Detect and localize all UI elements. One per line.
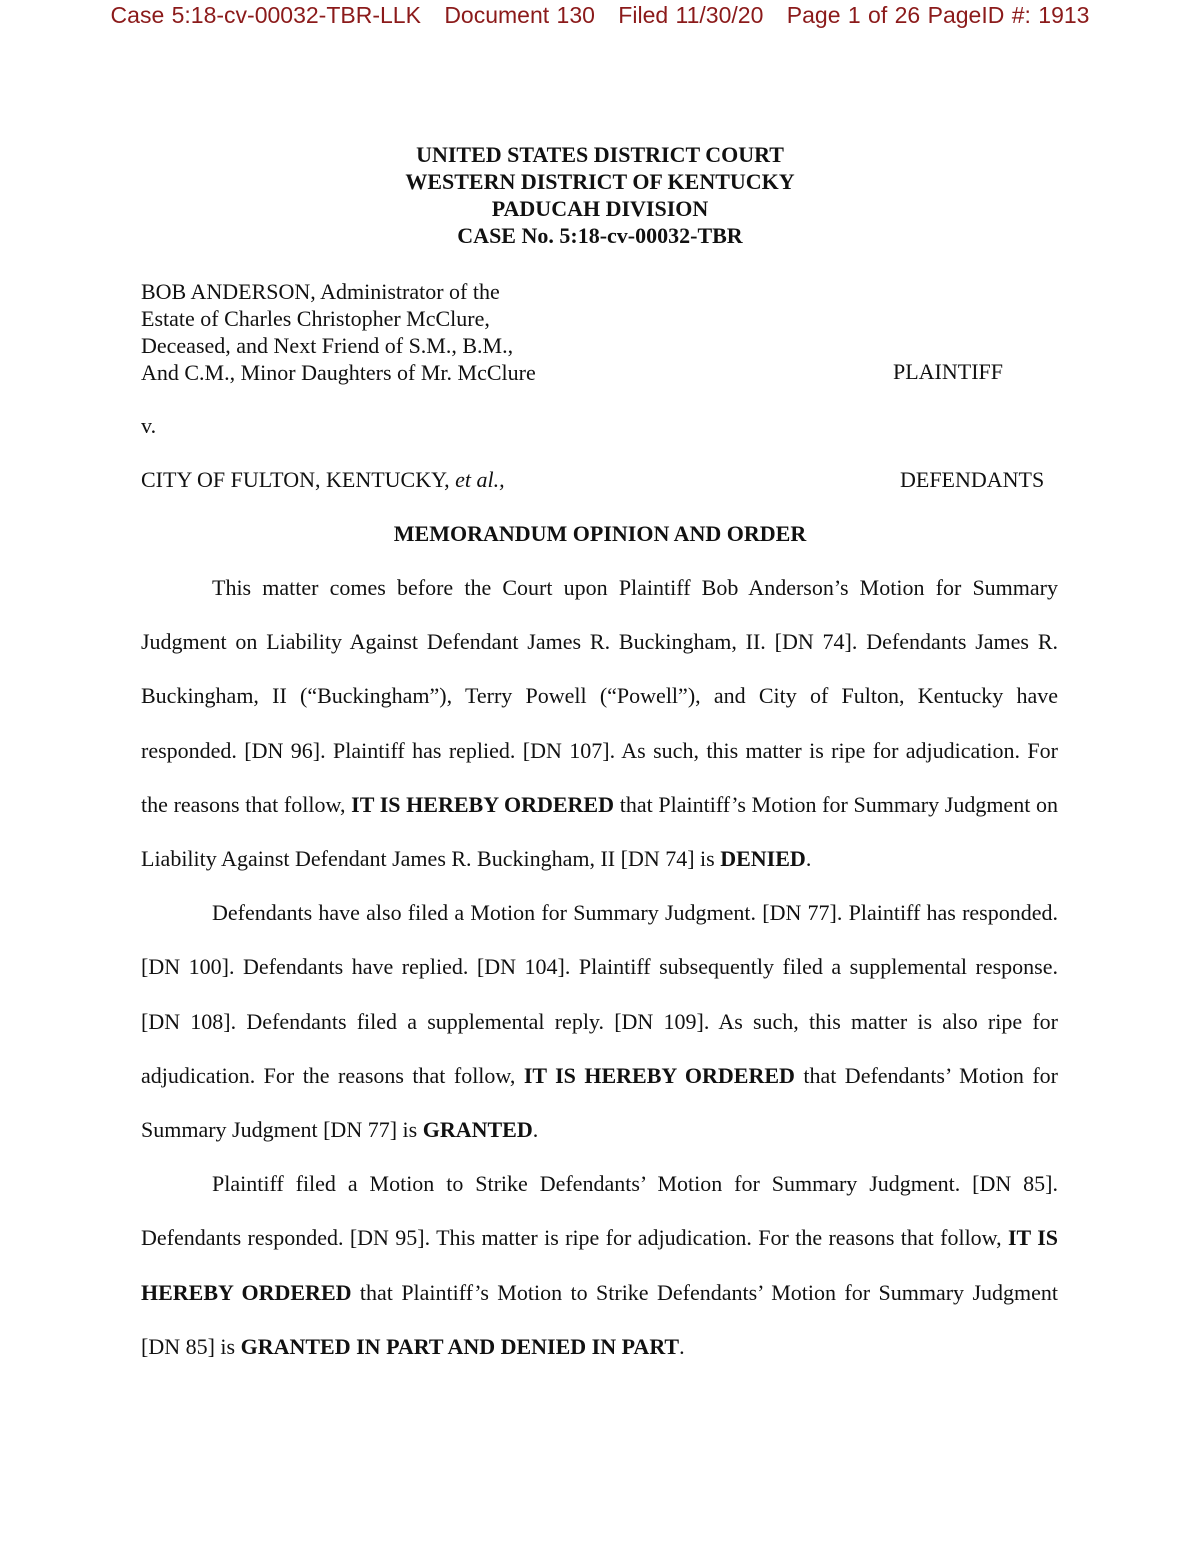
plaintiff-caption — [141, 278, 536, 386]
filed-date-stamp: Filed 11/30/20 — [618, 2, 764, 28]
defendants-label: DEFENDANTS — [900, 467, 1045, 492]
plaintiff-line: Deceased, and Next Friend of S.M., B.M., — [141, 333, 514, 358]
defendant-name: CITY OF FULTON, KENTUCKY, — [141, 467, 450, 492]
plaintiff-line: And C.M., Minor Daughters of Mr. McClure — [141, 360, 536, 385]
page-id-stamp: Page 1 of 26 PageID #: 1913 — [786, 2, 1090, 28]
paragraph-end: . — [679, 1333, 685, 1359]
ruling: DENIED — [720, 846, 806, 872]
ruling: GRANTED IN PART AND DENIED IN PART — [240, 1333, 680, 1359]
paragraph-text: that Plaintiff’s Motion to Strike Defendants’ Motion for Summary Judgment [DN 85] is — [141, 1279, 1058, 1359]
paragraph-end: . — [532, 1117, 539, 1143]
ecf-header-stamp — [0, 2, 1200, 29]
case-number-stamp: Case 5:18-cv-00032-TBR-LLK — [110, 2, 421, 28]
paragraph-text: This matter comes before the Court upon Plaintiff Bob Anderson’s Motion for Summary Judgment on Liability Against Defendant James R. Buckingham, II. [DN 74]. Defendants James R. Buckingham, II (“Buckingham”), Terry Powell (“Powell”), and City of Fulton, Kentucky have responded. [DN 96]. Plaintiff has replied. [DN 107]. As such, this matter is ripe for adjudication. For the reasons that follow, — [141, 575, 1058, 817]
paragraph-text: that Plaintiff’s Motion for Summary Judgment on Liability Against Defendant James R. Buckingham, II [DN 74] is — [141, 791, 1059, 872]
court-name: UNITED STATES DISTRICT COURT — [416, 142, 784, 167]
paragraph-2 — [141, 886, 1058, 1157]
opinion-body — [141, 561, 1058, 1374]
court-heading — [0, 141, 1200, 249]
paragraph-end: . — [805, 846, 812, 872]
plaintiff-line: BOB ANDERSON, Administrator of the — [141, 279, 500, 304]
ruling: GRANTED — [422, 1117, 533, 1143]
versus: v. — [141, 413, 157, 438]
paragraph-1 — [141, 561, 1058, 886]
document-number-stamp: Document 130 — [444, 2, 595, 28]
plaintiff-line: Estate of Charles Christopher McClure, — [141, 306, 490, 331]
defendant-et-al: et al., — [455, 467, 505, 492]
order-phrase: IT IS HEREBY ORDERED — [351, 791, 614, 817]
paragraph-3 — [141, 1157, 1058, 1374]
defendant-caption — [141, 466, 505, 493]
court-case-number: CASE No. 5:18-cv-00032-TBR — [457, 223, 743, 248]
plaintiff-label: PLAINTIFF — [893, 359, 1004, 384]
order-phrase: IT IS HEREBY ORDERED — [141, 1225, 1058, 1305]
court-district: WESTERN DISTRICT OF KENTUCKY — [405, 169, 795, 194]
paragraph-text: that Defendants’ Motion for Summary Judgment [DN 77] is — [141, 1062, 1059, 1143]
court-division: PADUCAH DIVISION — [491, 196, 709, 221]
order-phrase: IT IS HEREBY ORDERED — [523, 1062, 795, 1088]
document-title: MEMORANDUM OPINION AND ORDER — [393, 521, 807, 546]
paragraph-text: Defendants have also filed a Motion for Summary Judgment. [DN 77]. Plaintiff has responded. [DN 100]. Defendants have replied. [DN 104]. Plaintiff subsequently filed a supplemental response. [DN 108]. Defendants filed a supplemental reply. [DN 109]. As such, this matter is also ripe for adjudication. For the reasons that follow, — [141, 900, 1058, 1088]
paragraph-text: Plaintiff filed a Motion to Strike Defendants’ Motion for Summary Judgment. [DN 85]. Defendants responded. [DN 95]. This matter is ripe for adjudication. For the reasons that follow, — [141, 1171, 1058, 1251]
